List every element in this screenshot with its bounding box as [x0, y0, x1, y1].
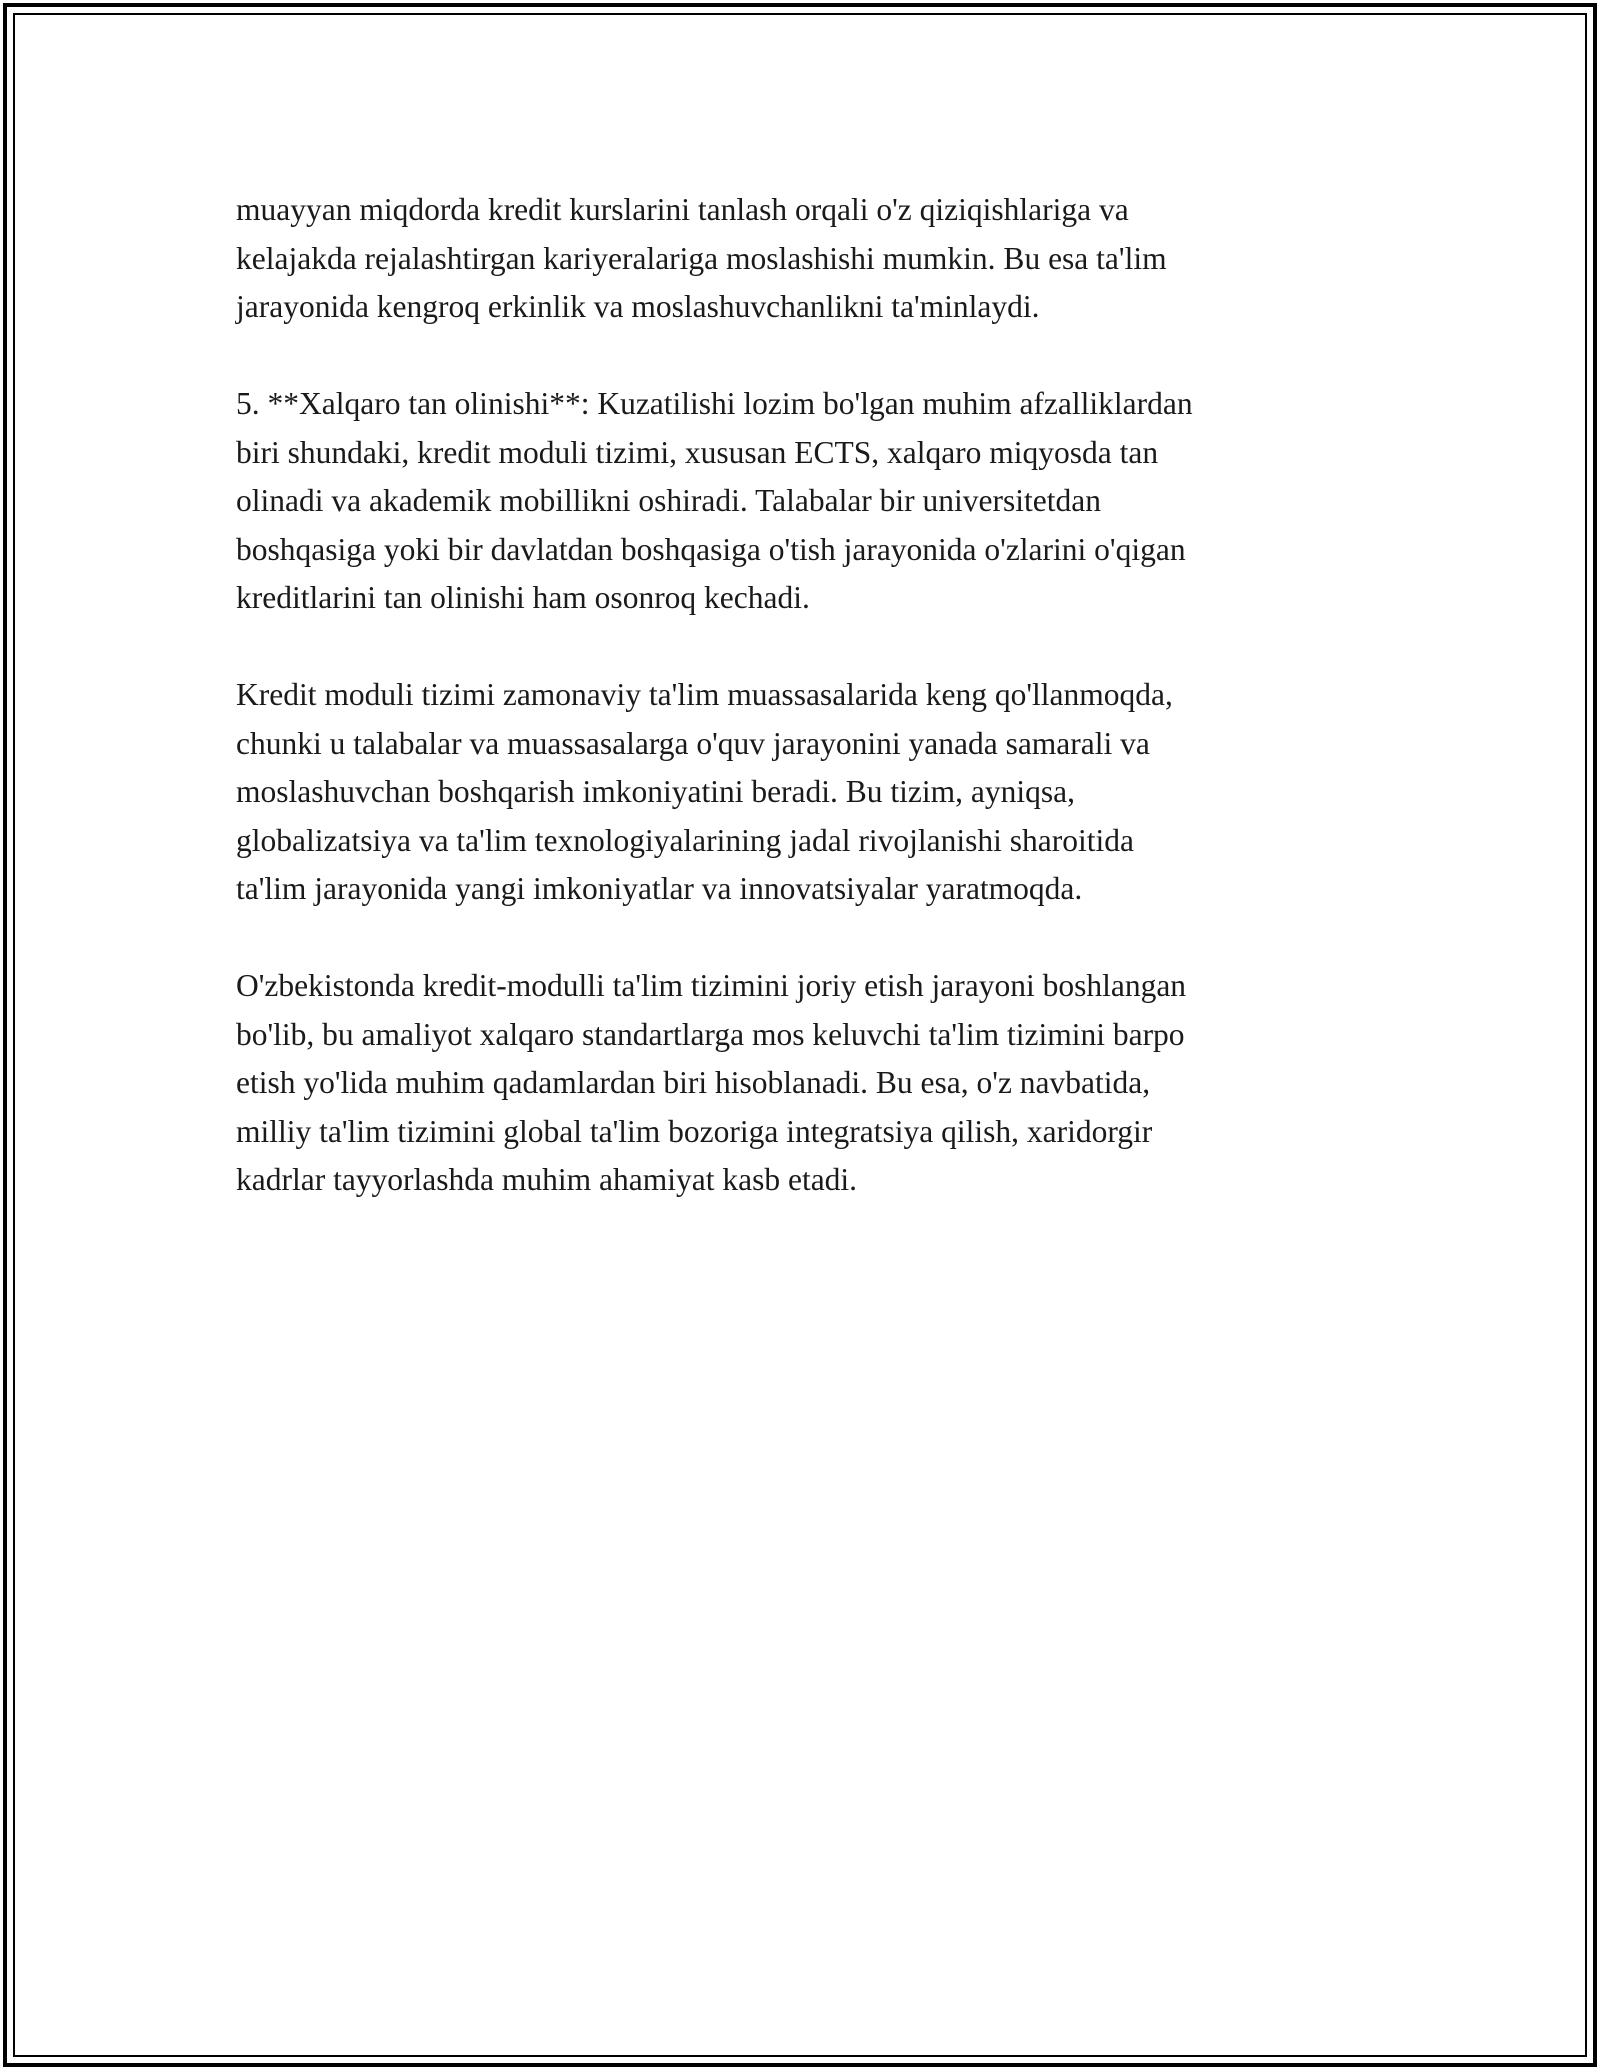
document-body — [236, 186, 1366, 1253]
paragraph-flexibility: muayyan miqdorda kredit kurslarini tanlash orqali o'z qiziqishlariga va kelajakda rejalashtirgan kariyeralariga moslashishi mumkin. Bu esa ta'lim jarayonida kengroq erkinlik va moslashuvchanlikni ta'minlaydi. — [236, 192, 1167, 324]
paragraph-modern-institutions: Kredit moduli tizimi zamonaviy ta'lim muassasalarida keng qo'llanmoqda, chunki u talabalar va muassasalarga o'quv jarayonini yanada samarali va moslashuvchan boshqarish imkoniyatini beradi. Bu tizim, ayniqsa, globalizatsiya va ta'lim texnologiyalarining jadal rivojlanishi sharoitida ta'lim jarayonida yangi imkoniyatlar va innovatsiyalar yaratmoqda. — [236, 677, 1173, 906]
paragraph-uzbekistan: O'zbekistonda kredit-modulli ta'lim tizimini joriy etish jarayoni boshlangan bo'lib, bu amaliyot xalqaro standartlarga mos keluvchi ta'lim tizimini barpo etish yo'lida muhim qadamlardan biri hisoblanadi. Bu esa, o'z navbatida, milliy ta'lim tizimini global ta'lim bozoriga integratsiya qilish, xaridorgir kadrlar tayyorlashda muhim ahamiyat kasb etadi. — [236, 968, 1187, 1197]
paragraph-international-recognition: 5. **Xalqaro tan olinishi**: Kuzatilishi lozim bo'lgan muhim afzalliklardan biri shundaki, kredit moduli tizimi, xususan ECTS, xalqaro miqyosda tan olinadi va akademik mobillikni oshiradi. Talabalar bir universitetdan boshqasiga yoki bir davlatdan boshqasiga o'tish jarayonida o'zlarini o'qigan kreditlarini tan olinishi ham osonroq kechadi. — [236, 386, 1193, 615]
